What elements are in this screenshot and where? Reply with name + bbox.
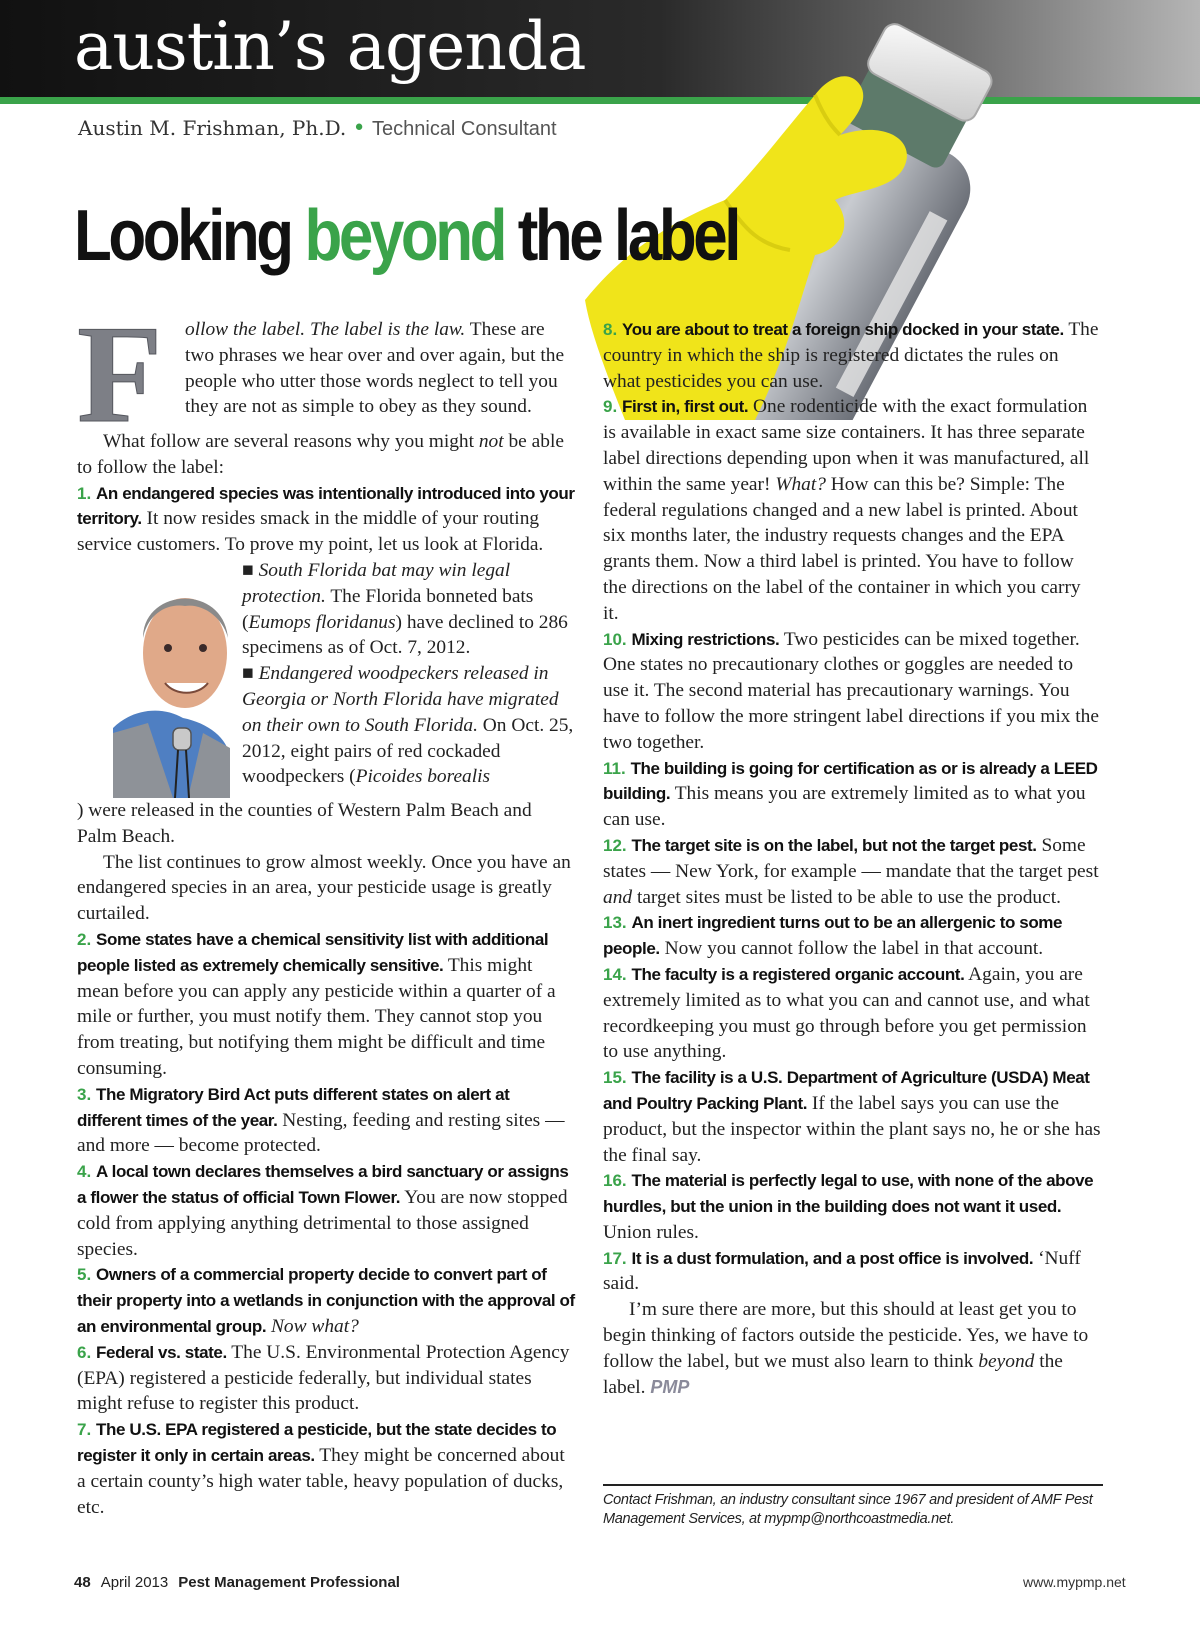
intro-p2-italic: not (478, 431, 504, 452)
item-body: Union rules. (603, 1221, 699, 1243)
drop-cap-f (77, 317, 179, 429)
list-item-3 (77, 1082, 575, 1159)
item-number: 1. (77, 483, 92, 503)
item-lead: A local town declares themselves a bird sanctuary or assigns a flower the status of official Town Flower. (77, 1162, 569, 1207)
item-body-2: target sites must be listed to be able to use the product. (632, 886, 1061, 908)
article-headline (74, 196, 738, 276)
item-body: One rodenticide with the exact formulation is available in exact same size containers. It has three separate label directions depending upon when it was manufactured, all within the same year! (603, 396, 1090, 495)
drop-cap-letter: F (77, 317, 163, 429)
list-item-1 (77, 481, 575, 558)
intro-italic-opening: ollow the label. The label is the law. (185, 319, 466, 340)
intro-second-paragraph (77, 429, 575, 481)
item-1-bullet-b-tail: ) were released in the counties of Western Palm Beach and Palm Beach. (77, 799, 532, 847)
item-lead: Mixing restrictions. (631, 629, 780, 649)
item-lead: Owners of a commercial property decide to convert part of their property into a wetlands in conjunction with the approval of an environmental group. (77, 1265, 575, 1336)
bullet-body-2: ) have declined to 286 specimens as of Oct. 7, 2012. (242, 611, 568, 659)
item-body: They might be concerned about a certain county’s high water table, heavy population of ducks, etc. (77, 1444, 565, 1518)
item-number: 15. (603, 1068, 627, 1088)
item-number: 9. (603, 397, 618, 417)
item-number: 5. (77, 1265, 92, 1285)
item-body-2: How can this be? Simple: The federal regulations changed and a new label is printed. About six months later, the industry requests changes and the EPA grants them. Now a third label is printed. You have to follow the directions on the label of the container in which you carry it. (603, 473, 1081, 624)
section-title: austin’s agenda (74, 8, 586, 85)
bullet-italic: Endangered woodpeckers released in Georgia or North Florida have migrated on their own to South Florida. (242, 663, 559, 736)
item-lead: The facility is a U.S. Department of Agriculture (USDA) Meat and Poultry Packing Plant. (603, 1068, 1090, 1113)
list-item-5 (77, 1262, 575, 1339)
intro-p2-a: What follow are several reasons why you might (103, 431, 479, 452)
page-number: 48 (74, 1574, 91, 1591)
list-item-12 (603, 833, 1101, 910)
intro-body: These are two phrases we hear over and over again, but the people who utter those words neglect to tell you they are not as simple to obey as they sound. (185, 319, 565, 418)
publication-name: Pest Management Professional (178, 1574, 400, 1591)
footer-website-link[interactable]: www.mypmp.net (1023, 1574, 1126, 1590)
item-body: It now resides smack in the middle of your routing service customers. To prove my point, let us look at Florida. (77, 508, 544, 556)
item-body: You are now stopped cold from applying anything detrimental to those assigned species. (77, 1186, 568, 1260)
item-lead: The Migratory Bird Act puts different states on alert at different times of the year. (77, 1084, 510, 1130)
author-portrait-photo (113, 558, 230, 798)
byline-bullet: • (352, 116, 366, 141)
item-lead: The U.S. EPA registered a pesticide, but the state decides to register it only in certain areas. (77, 1420, 557, 1465)
bullet-marker: ■ (242, 663, 259, 685)
item-number: 8. (603, 320, 618, 339)
item-body-italic: What? (775, 473, 826, 495)
item-body: This means you are extremely limited as to what you can use. (603, 783, 1086, 831)
item-body-italic: and (603, 886, 633, 908)
author-role: Technical Consultant (372, 118, 557, 140)
intro-p2-b: be able to follow the label: (77, 431, 564, 478)
item-body: If the label says you can use the product, but the inspector within the plant says no, he or she has the final say. (603, 1092, 1101, 1166)
bullet-marker: ■ (242, 559, 259, 581)
item-lead: The target site is on the label, but not the target pest. (631, 835, 1037, 855)
item-number: 17. (603, 1248, 627, 1268)
item-number: 2. (77, 929, 92, 949)
author-contact-note: Contact Frishman, an industry consultant since 1967 and president of AMF Pest Management Services, at mypmp@northcoastmedia.net. (603, 1492, 1093, 1527)
item-number: 14. (603, 964, 627, 984)
item-lead: The faculty is a registered organic account. (631, 964, 965, 984)
item-number: 16. (603, 1171, 627, 1191)
item-lead: Some states have a chemical sensitivity list with additional people listed as extremely chemically sensitive. (77, 929, 549, 975)
byline (78, 116, 557, 141)
item-number: 11. (603, 758, 626, 778)
list-item-6 (77, 1340, 575, 1417)
item-lead: You are about to treat a foreign ship docked in your state. (622, 320, 1064, 339)
item-body: Nesting, feeding and resting sites — and more — become protected. (77, 1109, 565, 1157)
list-item-10 (603, 627, 1101, 756)
item-lead: Federal vs. state. (96, 1342, 227, 1362)
list-item-14 (603, 962, 1101, 1065)
item-body: Some states — New York, for example — mandate that the target pest (603, 834, 1099, 882)
item-number: 7. (77, 1420, 92, 1440)
list-item-8 (603, 317, 1101, 394)
headline-part1: Looking (74, 196, 305, 276)
item-lead: An endangered species was intentionally introduced into your territory. (77, 483, 575, 529)
item-number: 6. (77, 1342, 92, 1362)
list-item-4 (77, 1159, 575, 1262)
item-number: 4. (77, 1162, 92, 1182)
item-body-italic: Now what? (266, 1315, 359, 1337)
article-column-right (603, 317, 1101, 1400)
item-number: 12. (603, 835, 627, 855)
item-1-bullet-a (190, 558, 575, 661)
list-item-2 (77, 927, 575, 1082)
item-body: Two pesticides can be mixed together. One states no precautionary clothes or goggles are needed to use it. The second material has precautionary warnings. You have to follow the more stringent label directions if you mix the two together. (603, 628, 1099, 753)
pmp-signoff: PMP (650, 1376, 690, 1397)
item-number: 10. (603, 629, 627, 649)
list-item-15 (603, 1065, 1101, 1168)
item-lead: The building is going for certification as or is already a LEED building. (603, 758, 1098, 804)
item-lead: It is a dust formulation, and a post office is involved. (631, 1248, 1034, 1268)
closing-italic: beyond (978, 1350, 1035, 1372)
list-item-17 (603, 1246, 1101, 1298)
closing-paragraph (603, 1297, 1101, 1400)
headline-part2: the label (503, 196, 738, 276)
bullet-body: On Oct. 25, 2012, eight pairs of red cockaded woodpeckers ( (242, 714, 574, 788)
headline-accent-word: beyond (304, 196, 504, 276)
item-lead: First in, first out. (622, 397, 749, 417)
list-item-7 (77, 1417, 575, 1520)
list-item-13 (603, 910, 1101, 962)
issue-date: April 2013 (100, 1574, 169, 1591)
contact-divider (603, 1484, 1103, 1486)
item-lead: An inert ingredient turns out to be an allergenic to some people. (603, 913, 1063, 959)
list-item-16 (603, 1168, 1101, 1245)
item-1-bullet-b (190, 661, 575, 790)
bullet-italic: South Florida bat may win legal protection. (242, 559, 511, 607)
item-number: 13. (603, 913, 627, 933)
closing-text-2: the label. (603, 1350, 1063, 1398)
species-name: Picoides borealis (355, 766, 491, 788)
bullet-body: The Florida bonneted bats ( (242, 585, 534, 633)
intro-paragraph (77, 317, 575, 429)
closing-text: I’m sure there are more, but this should at least get you to begin thinking of factors outside the pesticide. Yes, we have to follow the label, but we must also learn to think (603, 1299, 1089, 1372)
author-name: Austin M. Frishman, Ph.D. (78, 116, 347, 140)
item-body: Again, you are extremely limited as to what you can and cannot use, and what recordkeeping you must go through before you get permission to use anything. (603, 963, 1090, 1063)
item-lead: The material is perfectly legal to use, with none of the above hurdles, but the union in the building does not want it used. (603, 1171, 1094, 1217)
item-body: Now you cannot follow the label in that account. (659, 938, 1044, 960)
species-name: Eumops floridanus (248, 611, 396, 633)
item-body: The country in which the ship is registered dictates the rules on what pesticides you can use. (603, 319, 1099, 392)
item-1-followup: The list continues to grow almost weekly. Once you have an endangered species in an area, your pesticide usage is greatly curtailed. (77, 851, 571, 925)
list-item-9 (603, 394, 1101, 626)
item-body: The U.S. Environmental Protection Agency (EPA) registered a pesticide federally, but individual states might refuse to register this product. (77, 1341, 570, 1415)
item-1-bullets (77, 558, 575, 790)
article-column-left (77, 317, 575, 1520)
item-number: 3. (77, 1084, 92, 1104)
page-footer (74, 1574, 400, 1591)
item-body: ‘Nuff said. (603, 1247, 1081, 1295)
item-body: This might mean before you can apply any pesticide within a quarter of a mile or further, you must notify them. They cannot stop you from treating, but notifying them might be difficult and time consuming. (77, 954, 556, 1079)
list-item-11 (603, 756, 1101, 833)
